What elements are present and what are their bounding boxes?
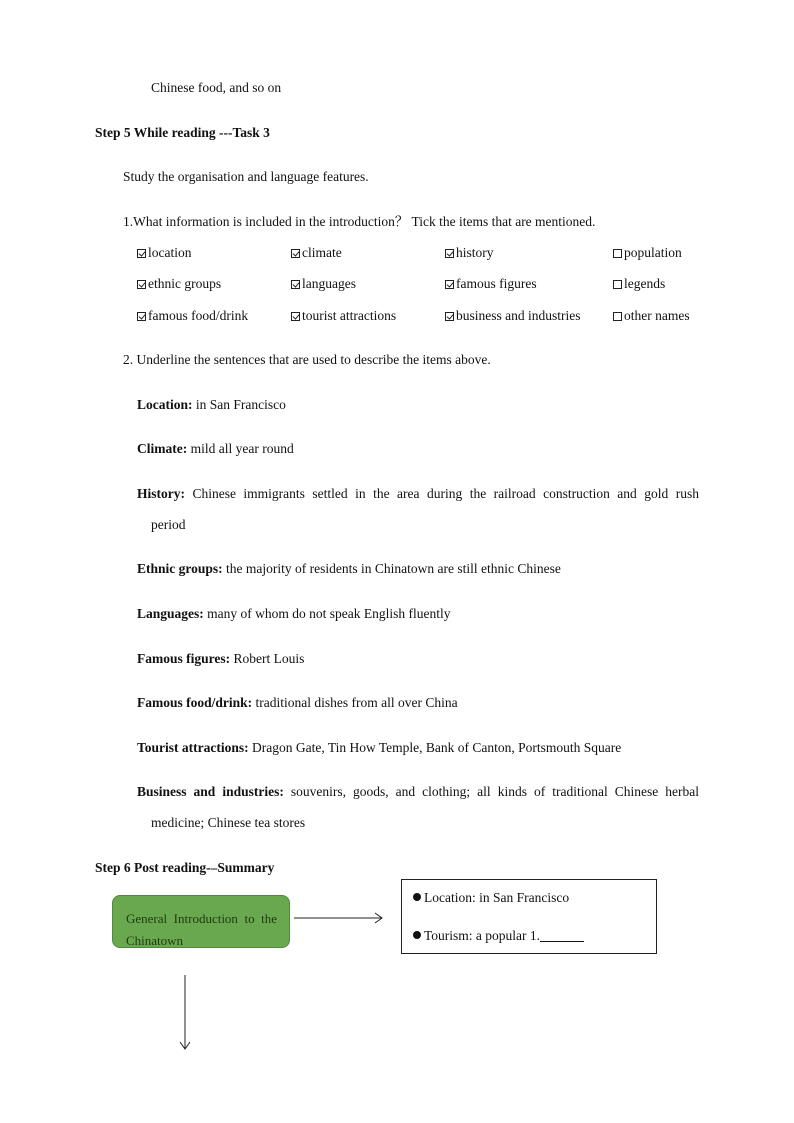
blank-1[interactable]	[540, 929, 584, 942]
step6-heading: Step 6 Post reading-–Summary	[95, 860, 275, 875]
empty-box-icon[interactable]	[613, 280, 622, 289]
empty-box-icon[interactable]	[613, 312, 622, 321]
checklist-item-famous-food-drink[interactable]	[137, 308, 248, 324]
checklist-item-label: languages	[302, 276, 356, 291]
answer-label: Location:	[137, 397, 193, 412]
checked-box-icon[interactable]	[137, 280, 146, 289]
answer-label: Languages:	[137, 606, 204, 621]
answer-food	[137, 695, 458, 711]
info-tourism-text: Tourism: a popular 1.	[424, 928, 541, 943]
step5-heading: Step 5 While reading ---Task 3	[95, 125, 270, 140]
info-tourism	[413, 928, 584, 944]
checklist-item-population[interactable]	[613, 245, 682, 261]
answer-text: Robert Louis	[230, 651, 305, 666]
checklist-item-label: climate	[302, 245, 342, 260]
checklist-item-label: ethnic groups	[148, 276, 222, 291]
answer-text: in San Francisco	[192, 397, 286, 412]
answer-label: Climate:	[137, 441, 188, 456]
answer-languages	[137, 606, 450, 622]
checklist-item-label: famous food/drink	[148, 308, 249, 323]
checked-box-icon[interactable]	[445, 280, 454, 289]
general-introduction-text: General Introduction to the Chinatown	[126, 911, 277, 948]
info-box	[401, 879, 657, 954]
down-arrow	[176, 973, 196, 1053]
checklist-item-label: tourist attractions	[302, 308, 397, 323]
answer-history	[137, 486, 699, 502]
answer-business	[137, 784, 699, 800]
answer-label: Famous food/drink:	[137, 695, 253, 710]
checklist-item-famous-figures[interactable]	[445, 276, 537, 292]
checked-box-icon[interactable]	[291, 312, 300, 321]
answer-business-cont: medicine; Chinese tea stores	[151, 815, 306, 830]
general-introduction-box	[112, 895, 290, 948]
checklist-item-business-and-industries[interactable]	[445, 308, 581, 324]
answer-text: traditional dishes from all over China	[252, 695, 458, 710]
answer-label: Business and industries:	[137, 784, 284, 799]
answer-text: souvenirs, goods, and clothing; all kinds of traditional Chinese herbal	[283, 784, 699, 799]
answer-text: Chinese immigrants settled in the area during the railroad construction and gold rush	[185, 486, 699, 501]
info-location	[413, 890, 569, 906]
question-2: 2. Underline the sentences that are used to describe the items above.	[123, 352, 491, 367]
answer-ethnic	[137, 561, 561, 577]
answer-climate	[137, 441, 294, 457]
checklist-item-label: business and industries	[456, 308, 581, 323]
answer-text: mild all year round	[187, 441, 294, 456]
question-1: 1.What information is included in the introduction？ Tick the items that are mentioned.	[123, 214, 596, 229]
answer-label: Tourist attractions:	[137, 740, 249, 755]
answer-location	[137, 397, 286, 413]
right-arrow	[290, 908, 386, 928]
checklist-item-label: famous figures	[456, 276, 537, 291]
answer-label: Ethnic groups:	[137, 561, 223, 576]
checklist-item-label: legends	[624, 276, 666, 291]
bullet-icon	[413, 893, 421, 901]
checklist-item-label: location	[148, 245, 192, 260]
answer-attractions	[137, 740, 621, 756]
checklist-item-label: history	[456, 245, 494, 260]
answer-figures	[137, 651, 304, 667]
answer-history-cont: period	[151, 517, 186, 532]
answer-text: Dragon Gate, Tin How Temple, Bank of Canton, Portsmouth Square	[248, 740, 622, 755]
answer-text: the majority of residents in Chinatown are still ethnic Chinese	[222, 561, 561, 576]
checked-box-icon[interactable]	[445, 249, 454, 258]
checklist-item-legends[interactable]	[613, 276, 665, 292]
checked-box-icon[interactable]	[445, 312, 454, 321]
checked-box-icon[interactable]	[291, 280, 300, 289]
checked-box-icon[interactable]	[137, 249, 146, 258]
answer-text: many of whom do not speak English fluently	[203, 606, 451, 621]
info-location-text: Location: in San Francisco	[424, 890, 570, 905]
checklist-item-location[interactable]	[137, 245, 192, 261]
answer-label: Famous figures:	[137, 651, 231, 666]
checklist-item-history[interactable]	[445, 245, 494, 261]
bullet-icon	[413, 931, 421, 939]
checklist-item-tourist-attractions[interactable]	[291, 308, 396, 324]
checklist-item-ethnic-groups[interactable]	[137, 276, 221, 292]
checklist-item-label: other names	[624, 308, 690, 323]
empty-box-icon[interactable]	[613, 249, 622, 258]
checked-box-icon[interactable]	[291, 249, 300, 258]
checklist-item-other-names[interactable]	[613, 308, 690, 324]
checklist-item-languages[interactable]	[291, 276, 356, 292]
answer-label: History:	[137, 486, 185, 501]
intro-line: Chinese food, and so on	[151, 80, 282, 95]
checked-box-icon[interactable]	[137, 312, 146, 321]
checklist-item-climate[interactable]	[291, 245, 342, 261]
step5-instruction: Study the organisation and language features.	[123, 169, 369, 184]
checklist-item-label: population	[624, 245, 682, 260]
